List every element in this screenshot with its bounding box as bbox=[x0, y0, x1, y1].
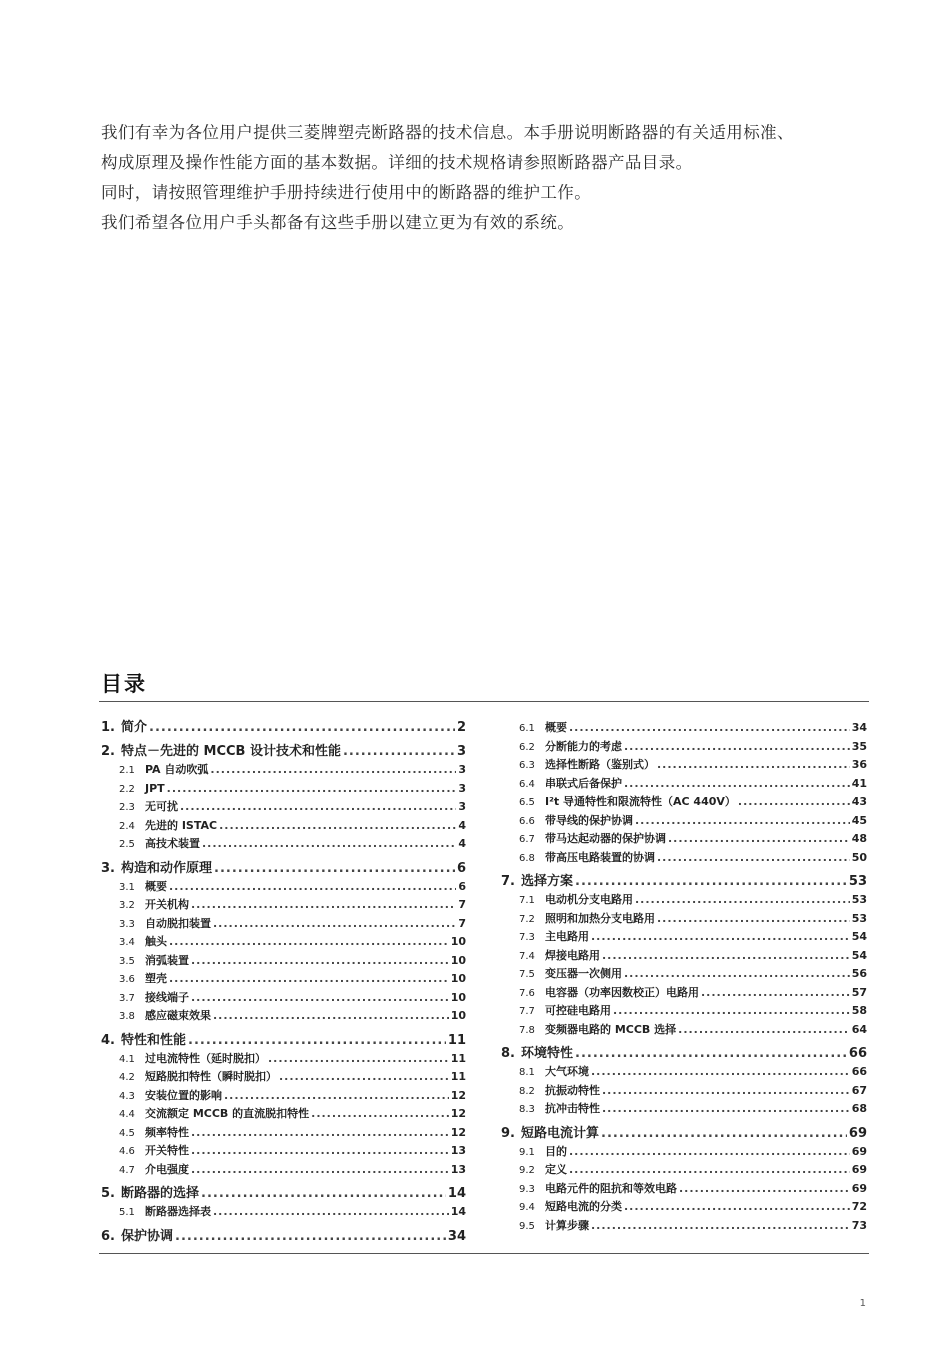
toc-entry-number: 6.1 bbox=[519, 723, 535, 734]
toc-entry-leader bbox=[219, 817, 456, 835]
toc-entry-title: I²t 导通特性和限流特性（AC 440V） bbox=[545, 795, 736, 808]
toc-entry-number: 7.7 bbox=[519, 1006, 535, 1017]
toc-entry-leader bbox=[167, 780, 457, 798]
toc-entry-leader bbox=[624, 775, 850, 793]
toc-section-entry[interactable] bbox=[101, 896, 466, 915]
toc-entry-page: 69 bbox=[851, 1144, 867, 1158]
toc-entry-title: 短路电流的分类 bbox=[545, 1200, 622, 1213]
toc-entry-page: 3 bbox=[456, 744, 466, 759]
toc-entry-number: 6.7 bbox=[519, 834, 535, 845]
toc-entry-leader bbox=[602, 1082, 850, 1100]
toc-entry-title: 焊接电路用 bbox=[545, 948, 600, 962]
toc-entry-number: 7. bbox=[501, 874, 515, 889]
toc-section-entry[interactable] bbox=[501, 738, 867, 757]
toc-entry-page: 34 bbox=[851, 721, 867, 734]
toc-entry-title: 短路电流计算 bbox=[521, 1125, 600, 1141]
toc-chapter-entry[interactable] bbox=[501, 1045, 867, 1063]
toc-entry-number: 4.6 bbox=[119, 1146, 135, 1157]
toc-entry-title: 介电强度 bbox=[145, 1162, 189, 1176]
toc-entry-leader bbox=[657, 849, 850, 867]
toc-entry-title: 电容器（功率因数校正）电路用 bbox=[545, 985, 699, 999]
toc-section-entry[interactable] bbox=[501, 1021, 867, 1040]
toc-entry-page: 48 bbox=[851, 832, 867, 845]
toc-entry-number: 6.2 bbox=[519, 741, 535, 753]
toc-section-entry[interactable] bbox=[101, 915, 466, 934]
toc-entry-page: 66 bbox=[851, 1065, 867, 1078]
toc-section-entry[interactable] bbox=[501, 756, 867, 775]
toc-entry-page: 14 bbox=[450, 1205, 466, 1218]
toc-entry-leader bbox=[214, 860, 455, 878]
toc-section-entry[interactable] bbox=[101, 1142, 466, 1161]
toc-entry-number: 6.6 bbox=[519, 815, 535, 827]
toc-entry-title: 带导线的保护协调 bbox=[545, 813, 633, 827]
toc-chapter-entry[interactable] bbox=[101, 719, 466, 737]
toc-entry-number: 6.5 bbox=[519, 797, 535, 808]
toc-section-entry[interactable] bbox=[101, 835, 466, 854]
toc-entry-leader bbox=[213, 1007, 449, 1025]
toc-entry-leader bbox=[224, 1087, 449, 1105]
toc-entry-number: 9.1 bbox=[519, 1146, 535, 1158]
toc-entry-leader bbox=[575, 873, 847, 891]
toc-entry-title: 可控硅电路用 bbox=[545, 1004, 611, 1017]
toc-entry-title: 带马达起动器的保护协调 bbox=[545, 832, 666, 845]
toc-entry-number: 2. bbox=[101, 744, 115, 759]
toc-entry-number: 2.1 bbox=[119, 765, 135, 776]
toc-entry-number: 3.4 bbox=[119, 937, 135, 948]
toc-entry-title: 自动脱扣装置 bbox=[145, 916, 211, 930]
toc-entry-title: 目的 bbox=[545, 1144, 567, 1158]
toc-entry-number: 7.1 bbox=[519, 895, 535, 906]
toc-entry-number: 4.7 bbox=[119, 1164, 135, 1176]
toc-entry-number: 7.2 bbox=[519, 913, 535, 925]
toc-section-entry[interactable] bbox=[501, 849, 867, 868]
toc-section-entry[interactable] bbox=[101, 878, 466, 897]
toc-entry-leader bbox=[591, 1063, 850, 1081]
toc-entry-page: 72 bbox=[851, 1200, 867, 1213]
toc-chapter-entry[interactable] bbox=[101, 1228, 466, 1246]
toc-entry-page: 10 bbox=[450, 935, 466, 948]
toc-entry-title: 特性和性能 bbox=[121, 1032, 187, 1048]
toc-entry-number: 7.4 bbox=[519, 950, 535, 962]
toc-entry-leader bbox=[191, 1142, 449, 1160]
toc-entry-title: 断路器的选择 bbox=[121, 1186, 200, 1201]
toc-section-entry[interactable] bbox=[501, 1217, 867, 1236]
toc-entry-page: 68 bbox=[851, 1102, 867, 1115]
toc-entry-leader bbox=[613, 1002, 850, 1020]
toc-section-entry[interactable] bbox=[501, 1143, 867, 1162]
toc-entry-title: 选择方案 bbox=[521, 874, 574, 889]
toc-entry-title: 照明和加热分支电路用 bbox=[545, 911, 655, 925]
toc-entry-leader bbox=[668, 830, 850, 848]
toc-section-entry[interactable] bbox=[501, 928, 867, 947]
toc-section-entry[interactable] bbox=[101, 933, 466, 952]
toc-entry-leader bbox=[191, 989, 449, 1007]
toc-entry-number: 7.8 bbox=[519, 1024, 535, 1036]
toc-entry-number: 1. bbox=[101, 720, 115, 735]
toc-entry-page: 69 bbox=[851, 1163, 867, 1176]
toc-entry-leader bbox=[191, 896, 456, 914]
toc-entry-page: 54 bbox=[851, 948, 867, 962]
intro-line: 构成原理及操作性能方面的基本数据。详细的技术规格请参照断路器产品目录。 bbox=[101, 153, 693, 172]
toc-entry-page: 12 bbox=[450, 1125, 466, 1139]
toc-section-entry[interactable] bbox=[101, 952, 466, 971]
page-number: 1 bbox=[859, 1298, 866, 1309]
intro-line: 我们有幸为各位用户提供三菱牌塑壳断路器的技术信息。本手册说明断路器的有关适用标准、 bbox=[101, 123, 794, 142]
toc-entry-page: 67 bbox=[851, 1083, 867, 1097]
toc-entry-number: 8.1 bbox=[519, 1067, 535, 1078]
toc-entry-page: 64 bbox=[851, 1022, 867, 1036]
toc-entry-number: 4.4 bbox=[119, 1109, 135, 1120]
toc-entry-page: 3 bbox=[458, 781, 466, 795]
toc-entry-leader bbox=[188, 1032, 446, 1050]
toc-entry-title: 特点－先进的 MCCB 设计技术和性能 bbox=[121, 744, 341, 759]
toc-entry-number: 9.3 bbox=[519, 1183, 535, 1195]
toc-entry-number: 7.6 bbox=[519, 987, 535, 999]
toc-entry-page: 14 bbox=[447, 1186, 466, 1201]
intro-line: 我们希望各位用户手头都备有这些手册以建立更为有效的系统。 bbox=[101, 213, 575, 232]
toc-entry-leader bbox=[191, 952, 449, 970]
toc-entry-leader bbox=[569, 1143, 850, 1161]
toc-entry-page: 4 bbox=[458, 837, 466, 850]
toc-entry-page: 2 bbox=[456, 720, 466, 735]
toc-chapter-entry[interactable] bbox=[101, 860, 466, 878]
toc-section-entry[interactable] bbox=[501, 775, 867, 794]
toc-entry-title: 电路元件的阻抗和等效电路 bbox=[545, 1181, 677, 1195]
toc-entry-page: 12 bbox=[450, 1107, 466, 1120]
toc-entry-page: 35 bbox=[851, 739, 867, 753]
toc-section-entry[interactable] bbox=[501, 965, 867, 984]
toc-entry-title: 无可扰 bbox=[145, 800, 178, 813]
intro-line: 同时，请按照管理维护手册持续进行使用中的断路器的维护工作。 bbox=[101, 183, 592, 202]
toc-section-entry[interactable] bbox=[101, 761, 466, 780]
toc-section-entry[interactable] bbox=[501, 984, 867, 1003]
toc-entry-page: 13 bbox=[450, 1144, 466, 1157]
toc-entry-title: 消弧装置 bbox=[145, 953, 189, 967]
toc-entry-number: 7.3 bbox=[519, 932, 535, 943]
toc-entry-title: 带高压电路装置的协调 bbox=[545, 850, 655, 864]
toc-left-column bbox=[101, 719, 466, 1246]
toc-entry-number: 2.3 bbox=[119, 802, 135, 813]
toc-entry-leader bbox=[575, 1045, 847, 1063]
toc-entry-leader bbox=[213, 1203, 449, 1221]
toc-entry-number: 4. bbox=[101, 1032, 115, 1048]
toc-entry-number: 8. bbox=[501, 1046, 515, 1061]
toc-section-entry[interactable] bbox=[501, 910, 867, 929]
toc-entry-number: 7.5 bbox=[519, 969, 535, 980]
toc-entry-leader bbox=[569, 719, 850, 737]
toc-entry-page: 57 bbox=[851, 985, 867, 999]
toc-entry-leader bbox=[202, 835, 456, 853]
toc-section-entry[interactable] bbox=[501, 891, 867, 910]
toc-entry-title: 塑壳 bbox=[145, 972, 167, 985]
toc-entry-number: 3.5 bbox=[119, 955, 135, 967]
toc-entry-title: 分断能力的考虑 bbox=[545, 739, 622, 753]
toc-entry-title: 变压器一次侧用 bbox=[545, 967, 622, 980]
toc-section-entry[interactable] bbox=[101, 1050, 466, 1069]
toc-entry-number: 2.4 bbox=[119, 820, 135, 832]
toc-entry-number: 3.7 bbox=[119, 992, 135, 1004]
toc-entry-leader bbox=[657, 756, 850, 774]
toc-entry-leader bbox=[657, 910, 850, 928]
toc-entry-page: 54 bbox=[851, 930, 867, 943]
toc-entry-page: 11 bbox=[450, 1070, 466, 1083]
toc-entry-leader bbox=[601, 1125, 847, 1143]
toc-entry-page: 53 bbox=[848, 874, 867, 889]
toc-entry-page: 4 bbox=[458, 818, 466, 832]
toc-entry-title: 简介 bbox=[121, 720, 148, 735]
toc-section-entry[interactable] bbox=[101, 1124, 466, 1143]
toc-entry-leader bbox=[201, 1185, 446, 1203]
toc-entry-leader bbox=[169, 933, 449, 951]
toc-entry-title: 短路脱扣特性（瞬时脱扣） bbox=[145, 1070, 277, 1083]
toc-section-entry[interactable] bbox=[101, 1105, 466, 1124]
toc-entry-title: 触头 bbox=[145, 935, 167, 948]
toc-entry-title: 变频器电路的 MCCB 选择 bbox=[545, 1022, 677, 1036]
toc-entry-page: 34 bbox=[447, 1228, 466, 1244]
toc-entry-page: 11 bbox=[450, 1051, 466, 1065]
toc-entry-leader bbox=[175, 1228, 446, 1246]
toc-entry-title: 大气环境 bbox=[545, 1065, 589, 1078]
toc-entry-page: 6 bbox=[458, 879, 466, 893]
toc-entry-leader bbox=[213, 915, 456, 933]
toc-entry-leader bbox=[624, 965, 850, 983]
toc-entry-leader bbox=[169, 878, 456, 896]
toc-entry-number: 9.4 bbox=[519, 1202, 535, 1213]
toc-section-entry[interactable] bbox=[101, 1161, 466, 1180]
toc-entry-title: 断路器选择表 bbox=[145, 1205, 211, 1218]
toc-entry-leader bbox=[268, 1050, 449, 1068]
toc-entry-number: 8.3 bbox=[519, 1104, 535, 1115]
toc-section-entry[interactable] bbox=[501, 1063, 867, 1082]
toc-entry-leader bbox=[191, 1124, 449, 1142]
toc-entry-number: 3.2 bbox=[119, 900, 135, 911]
toc-entry-title: 接线端子 bbox=[145, 990, 189, 1004]
toc-entry-page: 41 bbox=[851, 776, 867, 790]
toc-entry-title: 环境特性 bbox=[521, 1046, 574, 1061]
toc-entry-number: 9.2 bbox=[519, 1165, 535, 1176]
toc-entry-leader bbox=[701, 984, 850, 1002]
toc-entry-leader bbox=[169, 970, 449, 988]
toc-entry-title: 构造和动作原理 bbox=[121, 860, 213, 876]
toc-entry-leader bbox=[635, 891, 850, 909]
toc-entry-leader bbox=[624, 738, 850, 756]
toc-section-entry[interactable] bbox=[101, 817, 466, 836]
toc-entry-page: 13 bbox=[450, 1162, 466, 1176]
toc-entry-title: 概要 bbox=[545, 721, 567, 734]
toc-entry-page: 50 bbox=[851, 850, 867, 864]
toc-chapter-entry[interactable] bbox=[101, 743, 466, 761]
toc-entry-number: 5. bbox=[101, 1186, 115, 1201]
toc-entry-title: 抗冲击特性 bbox=[545, 1102, 600, 1115]
toc-entry-title: 先进的 ISTAC bbox=[145, 818, 218, 832]
toc-entry-title: 选择性断路（鉴别式） bbox=[545, 758, 655, 771]
toc-entry-number: 5.1 bbox=[119, 1207, 135, 1218]
intro-text bbox=[101, 118, 891, 238]
toc-section-entry[interactable] bbox=[501, 1161, 867, 1180]
toc-entry-number: 4.2 bbox=[119, 1072, 135, 1083]
toc-entry-leader bbox=[635, 812, 850, 830]
toc-section-entry[interactable] bbox=[101, 1203, 466, 1222]
toc-entry-page: 3 bbox=[458, 800, 466, 813]
toc-entry-page: 10 bbox=[450, 990, 466, 1004]
toc-entry-number: 2.5 bbox=[119, 839, 135, 850]
toc-entry-title: 主电路用 bbox=[545, 930, 589, 943]
toc-entry-page: 66 bbox=[848, 1046, 867, 1061]
toc-entry-title: 交流额定 MCCB 的直流脱扣特性 bbox=[145, 1107, 310, 1120]
toc-entry-number: 4.1 bbox=[119, 1053, 135, 1065]
toc-entry-title: 抗振动特性 bbox=[545, 1083, 600, 1097]
toc-entry-number: 6. bbox=[101, 1228, 115, 1244]
toc-entry-page: 73 bbox=[851, 1218, 867, 1232]
toc-entry-title: 概要 bbox=[145, 879, 167, 893]
toc-section-entry[interactable] bbox=[501, 947, 867, 966]
toc-entry-page: 36 bbox=[851, 758, 867, 771]
toc-entry-number: 9. bbox=[501, 1125, 515, 1141]
toc-entry-page: 12 bbox=[450, 1088, 466, 1102]
toc-title: 目录 bbox=[101, 672, 147, 696]
toc-entry-leader bbox=[602, 1100, 850, 1118]
toc-entry-page: 53 bbox=[851, 893, 867, 906]
toc-entry-number: 4.3 bbox=[119, 1090, 135, 1102]
toc-entry-number: 6.4 bbox=[519, 778, 535, 790]
toc-entry-leader bbox=[191, 1161, 449, 1179]
toc-entry-number: 9.5 bbox=[519, 1220, 535, 1232]
toc-entry-leader bbox=[591, 1217, 850, 1235]
toc-entry-leader bbox=[279, 1068, 449, 1086]
toc-entry-title: 过电流特性（延时脱扣） bbox=[145, 1051, 266, 1065]
toc-entry-number: 3. bbox=[101, 860, 115, 876]
toc-entry-page: 7 bbox=[458, 898, 466, 911]
toc-chapter-entry[interactable] bbox=[501, 873, 867, 891]
toc-section-entry[interactable] bbox=[501, 1082, 867, 1101]
toc-entry-page: 11 bbox=[447, 1032, 466, 1048]
toc-bottom-divider bbox=[99, 1253, 869, 1254]
toc-section-entry[interactable] bbox=[501, 1198, 867, 1217]
toc-section-entry[interactable] bbox=[101, 798, 466, 817]
toc-entry-leader bbox=[591, 928, 850, 946]
toc-section-entry[interactable] bbox=[501, 1180, 867, 1199]
toc-entry-title: 串联式后备保护 bbox=[545, 776, 622, 790]
toc-entry-leader bbox=[624, 1198, 850, 1216]
toc-entry-page: 10 bbox=[450, 1009, 466, 1022]
toc-entry-number: 8.2 bbox=[519, 1085, 535, 1097]
toc-entry-leader bbox=[343, 743, 455, 761]
toc-chapter-entry[interactable] bbox=[101, 1032, 466, 1050]
toc-entry-leader bbox=[738, 793, 850, 811]
toc-chapter-entry[interactable] bbox=[101, 1185, 466, 1203]
toc-entry-number: 4.5 bbox=[119, 1127, 135, 1139]
toc-section-entry[interactable] bbox=[101, 989, 466, 1008]
toc-entry-number: 3.8 bbox=[119, 1011, 135, 1022]
toc-entry-page: 45 bbox=[851, 813, 867, 827]
toc-entry-leader bbox=[180, 798, 456, 816]
toc-entry-page: 7 bbox=[458, 916, 466, 930]
toc-section-entry[interactable] bbox=[101, 1087, 466, 1106]
toc-chapter-entry[interactable] bbox=[501, 1125, 867, 1143]
toc-entry-number: 6.3 bbox=[519, 760, 535, 771]
toc-section-entry[interactable] bbox=[501, 812, 867, 831]
toc-entry-number: 2.2 bbox=[119, 783, 135, 795]
toc-section-entry[interactable] bbox=[501, 830, 867, 849]
toc-entry-title: 保护协调 bbox=[121, 1228, 174, 1244]
toc-entry-title: 频率特性 bbox=[145, 1125, 189, 1139]
toc-entry-leader bbox=[210, 761, 456, 779]
toc-entry-page: 56 bbox=[851, 967, 867, 980]
toc-top-divider bbox=[99, 701, 869, 702]
toc-entry-title: 安装位置的影响 bbox=[145, 1088, 222, 1102]
toc-section-entry[interactable] bbox=[501, 1100, 867, 1119]
toc-entry-leader bbox=[678, 1021, 850, 1039]
toc-entry-page: 58 bbox=[851, 1004, 867, 1017]
toc-entry-leader bbox=[602, 947, 850, 965]
toc-entry-leader bbox=[569, 1161, 850, 1179]
toc-entry-title: 感应磁束效果 bbox=[145, 1009, 211, 1022]
toc-entry-page: 10 bbox=[450, 953, 466, 967]
toc-entry-page: 6 bbox=[456, 860, 466, 876]
toc-section-entry[interactable] bbox=[501, 793, 867, 812]
toc-section-entry[interactable] bbox=[101, 1007, 466, 1026]
toc-entry-title: 计算步骤 bbox=[545, 1218, 589, 1232]
toc-section-entry[interactable] bbox=[501, 1002, 867, 1021]
toc-section-entry[interactable] bbox=[101, 970, 466, 989]
toc-entry-number: 3.1 bbox=[119, 881, 135, 893]
toc-entry-leader bbox=[149, 719, 455, 737]
toc-entry-number: 3.6 bbox=[119, 974, 135, 985]
toc-entry-number: 3.3 bbox=[119, 918, 135, 930]
toc-right-column bbox=[501, 719, 867, 1235]
toc-entry-number: 6.8 bbox=[519, 852, 535, 864]
toc-section-entry[interactable] bbox=[101, 780, 466, 799]
toc-entry-title: JPT bbox=[145, 781, 165, 795]
toc-entry-leader bbox=[311, 1105, 449, 1123]
toc-section-entry[interactable] bbox=[501, 719, 867, 738]
toc-entry-page: 10 bbox=[450, 972, 466, 985]
toc-entry-page: 53 bbox=[851, 911, 867, 925]
toc-entry-title: 开关特性 bbox=[145, 1144, 189, 1157]
toc-entry-leader bbox=[679, 1180, 850, 1198]
toc-entry-title: 高技术装置 bbox=[145, 837, 200, 850]
toc-entry-title: 开关机构 bbox=[145, 898, 189, 911]
toc-entry-title: 定义 bbox=[545, 1163, 567, 1176]
toc-entry-page: 43 bbox=[851, 795, 867, 808]
toc-entry-page: 3 bbox=[458, 763, 466, 776]
toc-section-entry[interactable] bbox=[101, 1068, 466, 1087]
toc-entry-page: 69 bbox=[848, 1125, 867, 1141]
toc-entry-title: 电动机分支电路用 bbox=[545, 893, 633, 906]
toc-entry-title: PA 自动吹弧 bbox=[145, 763, 209, 776]
toc-entry-page: 69 bbox=[851, 1181, 867, 1195]
